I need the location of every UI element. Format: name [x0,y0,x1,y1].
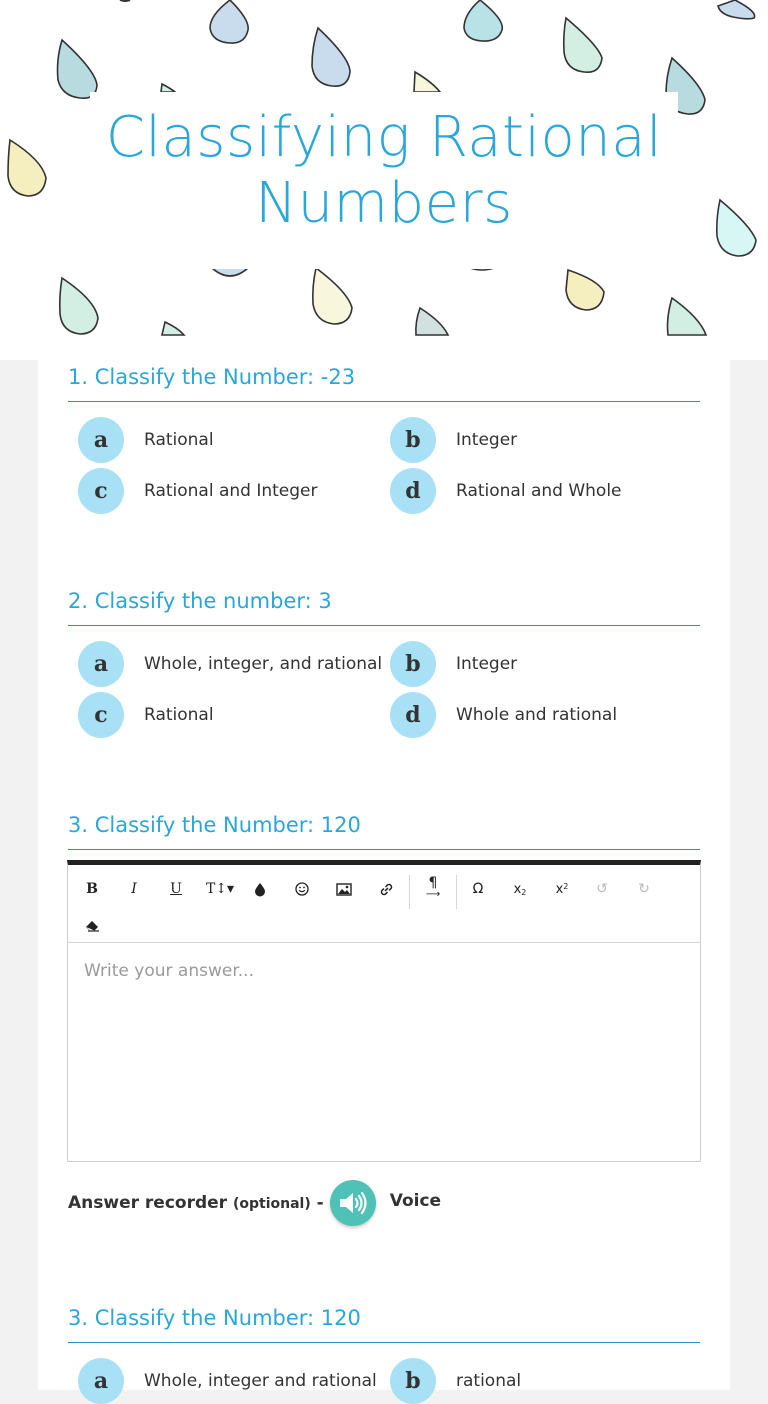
superscript-icon[interactable]: x 2 [555,881,569,897]
option-4a[interactable] [78,1358,377,1404]
option-text: rational [456,1371,522,1391]
option-2b[interactable] [390,641,517,687]
question-2-title: 2. Classify the number: 3 [68,584,700,626]
option-text: Integer [456,430,518,450]
bold-icon[interactable]: B [86,881,98,897]
option-letter-bubble: a [78,1358,124,1404]
option-text: Whole and rational [456,705,618,725]
omega-icon[interactable]: Ω [472,881,484,897]
option-text: Rational and Integer [144,481,318,501]
voice-record-button[interactable] [330,1180,376,1226]
underline-icon[interactable]: U [170,881,182,897]
option-text: Rational [144,430,214,450]
recorder-label: Answer recorder (optional) - [68,1193,324,1213]
option-2a[interactable] [78,641,382,687]
subscript-icon[interactable]: x 2 [513,881,527,897]
option-4b[interactable] [390,1358,521,1404]
eraser-icon[interactable] [77,911,107,941]
page-title: Classifying Rational Numbers [105,105,663,236]
text-size-icon[interactable]: T↕▾ [205,881,235,897]
option-1c[interactable] [78,468,318,514]
option-letter-bubble: d [390,692,436,738]
option-letter-bubble: b [390,641,436,687]
option-letter-bubble: b [390,417,436,463]
option-letter-bubble: a [78,641,124,687]
option-text: Whole, integer, and rational [144,654,383,674]
option-text: Whole, integer and rational [144,1371,377,1391]
option-letter-bubble: b [390,1358,436,1404]
emoji-icon[interactable] [287,874,317,904]
editor-toolbar [68,865,700,943]
header-banner [0,0,768,360]
italic-icon[interactable]: I [131,881,137,897]
color-icon[interactable] [245,874,275,904]
option-letter-bubble: a [78,417,124,463]
paragraph-icon[interactable]: ¶ ⟶ [425,875,441,900]
question-1-title: 1. Classify the Number: -23 [68,360,700,402]
option-letter-bubble: c [78,468,124,514]
option-text: Rational and Whole [456,481,622,501]
option-2d[interactable] [390,692,617,738]
redo-icon[interactable]: ↻ [638,881,650,897]
option-letter-bubble: d [390,468,436,514]
voice-label: Voice [389,1191,442,1211]
option-letter-bubble: c [78,692,124,738]
question-3-title: 3. Classify the Number: 120 [68,808,700,850]
answer-recorder [68,1180,441,1226]
speaker-icon [338,1190,368,1216]
undo-icon[interactable]: ↺ [596,881,608,897]
image-icon[interactable] [329,874,359,904]
option-text: Integer [456,654,518,674]
rich-text-editor [67,860,701,1162]
link-icon[interactable] [371,874,401,904]
option-1b[interactable] [390,417,517,463]
option-1a[interactable] [78,417,214,463]
option-2c[interactable] [78,692,214,738]
answer-input[interactable]: Write your answer... [84,961,254,981]
option-1d[interactable] [390,468,622,514]
question-4-title: 3. Classify the Number: 120 [68,1301,700,1343]
option-text: Rational [144,705,214,725]
